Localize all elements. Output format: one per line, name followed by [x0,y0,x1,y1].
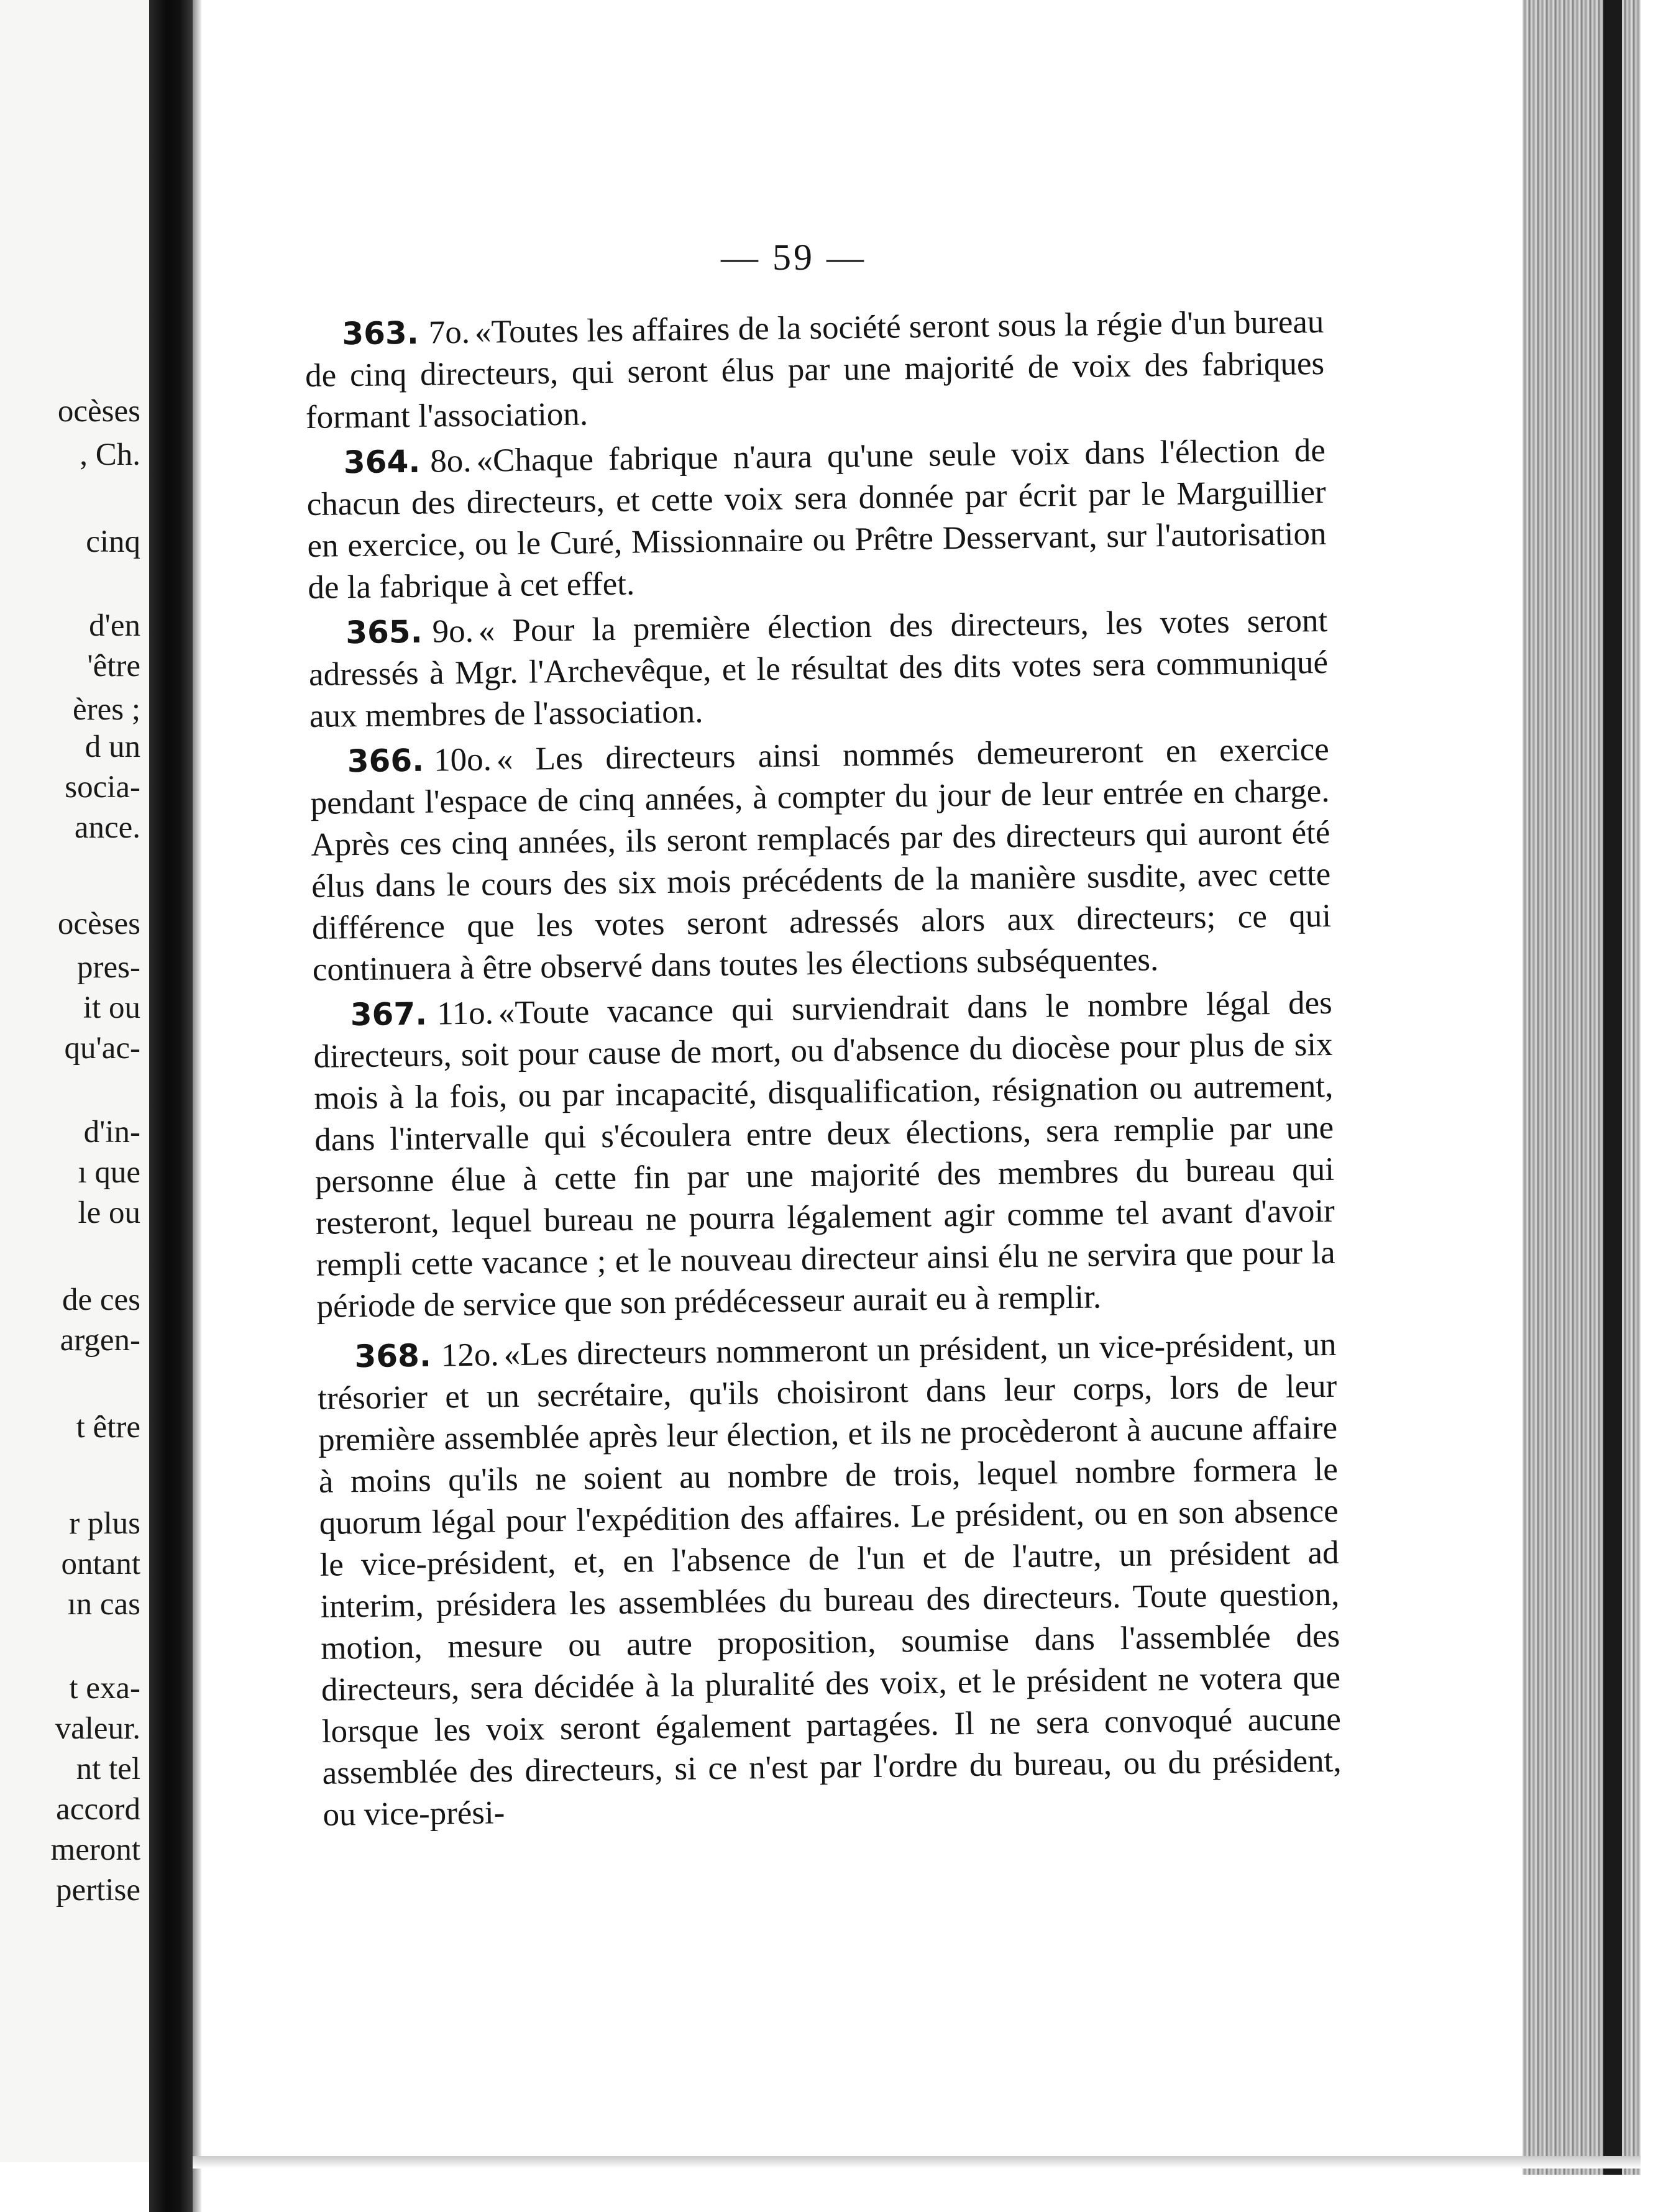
article-number: 363. [342,314,419,352]
article-paragraph [306,430,1327,609]
article-paragraph [308,600,1329,738]
left-page-fragment-line: pres- [77,950,140,985]
left-page-fragment-line: ocèses [57,394,140,429]
left-page-fragment-line: pertise [56,1873,140,1908]
left-page-fragment-line: nt tel [76,1752,140,1786]
book-page-edges [1522,0,1641,2175]
left-page-fragment-line: argen- [60,1323,140,1358]
article-number: 365. [345,613,423,651]
page-number: — 59 — [721,237,866,278]
left-page-fragment-line: r plus [69,1506,140,1541]
article-text: «Chaque fabrique n'aura qu'une seule voix dans l'élection de chacun des directeurs, et cette voix sera donnée par écrit par le Marguillier en exercice, ou le Curé, Missionnaire ou Prêtre Desservant, sur l'autorisation de la fabrique à cet effet. [306,432,1327,606]
clause-number: 12o. [441,1337,499,1374]
clause-number: 10o. [433,741,492,779]
clause-number: 7o. [428,314,470,351]
article-text: «Toute vacance qui surviendrait dans le nombre légal des directeurs, soit pour cause de mort, ou d'absence du diocèse pour plus de six mois à la fois, ou par incapacité, disqualification, résignation ou autrement, dans l'intervalle qui s'écoulera entre deux élections, sera remplie par une personne élue à cette fin par une majorité des membres du bureau qui resteront, lequel bureau ne pourra légalement agir comme tel avant d'avoir rempli cette vacance ; et le nouveau directeur ainsi élu ne servira que pour la période de service que son prédécesseur aurait eu à remplir. [313,984,1335,1325]
article-text: «Toutes les affaires de la société seront sous la régie d'un bureau de cinq directeurs, qui seront élus par une majorité de voix des fabriques formant l'association. [304,303,1325,436]
article-number: 367. [350,995,428,1033]
text-block [304,301,1342,1840]
article-paragraph [309,729,1332,991]
bottom-shadow [193,2156,1641,2169]
article-paragraph [313,982,1335,1328]
left-page-fragment-line: d un [85,729,140,764]
left-page-fragment-line: le ou [78,1195,140,1230]
left-page-fragment-line: ocèses [57,907,140,941]
left-page-fragment-line: 'être [87,649,140,683]
article-number: 364. [343,443,421,481]
left-page-fragment-line: cinq [86,524,140,559]
left-page-fragment-line: valeur. [55,1711,140,1746]
article-text: «Les directeurs nommeront un président, un vice-président, un trésorier et un secrétaire, qu'ils choisiront dans leur corps, lors de leur première assemblée après leur élection, et ils ne procèderont à aucune affaire à moins qu'ils ne soient au nombre de trois, lequel nombre formera le quorum légal pour l'expédition des affaires. Le président, ou en son absence le vice-président, et, en l'absence de l'un et de l'autre, un président ad interim, présidera les assemblées du bureau des directeurs. Toute question, motion, mesure ou autre proposition, soumise dans l'assemblée des directeurs, sera décidée à la pluralité des voix, et le président ne votera que lorsque les voix seront également partagées. Il ne sera convoqué aucune assemblée des directeurs, si ce n'est par l'ordre du bureau, ou du président, ou vice-prési- [317,1326,1342,1833]
left-page-fragment-line: accord [56,1792,140,1827]
clause-number: 8o. [429,442,472,480]
left-page-fragment-line: socia- [65,770,140,805]
left-page-fragment-line: t être [76,1410,140,1445]
book-cover-edge [1603,0,1622,2175]
book-gutter [149,0,193,2212]
left-page-fragment-line: ı que [78,1155,140,1190]
article-paragraph [304,301,1325,439]
left-page-fragment-line: , Ch. [80,437,140,472]
left-page-fragment-line: qu'ac- [64,1031,140,1066]
left-page-fragment [0,0,149,2162]
left-page-fragment-line: d'in- [83,1115,140,1149]
left-page-fragment-line: d'en [89,608,140,643]
article-paragraph [317,1324,1342,1836]
left-page-fragment-line: ères ; [72,692,140,727]
left-page-fragment-line: ance. [74,810,140,845]
left-page-fragment-line: ontant [61,1547,140,1581]
clause-number: 11o. [436,995,494,1032]
clause-number: 9o. [432,613,474,650]
left-page-fragment-line: it ou [83,990,140,1025]
left-page-fragment-line: de ces [62,1282,140,1317]
article-text: « Pour la première élection des directeurs, les votes seront adressés à Mgr. l'Archevêque, et le résultat des dits votes sera communiqué aux membres de l'association. [308,602,1329,734]
left-page-fragment-line: ın cas [67,1587,140,1622]
gutter-edge [193,0,201,2212]
left-page-fragment-line: t exa- [69,1671,140,1706]
article-number: 366. [347,742,424,780]
article-number: 368. [354,1337,432,1375]
left-page-fragment-line: meront [50,1832,140,1867]
article-text: « Les directeurs ainsi nommés demeureront en exercice pendant l'espace de cinq années, à compter du jour de leur entrée en charge. Après ces cinq années, ils seront remplacés par des directeurs qui auront été élus dans le cours des six mois précédents de la manière susdite, avec cette différence que les votes seront adressés alors aux directeurs; ce qui continuera à être observé dans toutes les élections subséquentes. [310,731,1332,988]
